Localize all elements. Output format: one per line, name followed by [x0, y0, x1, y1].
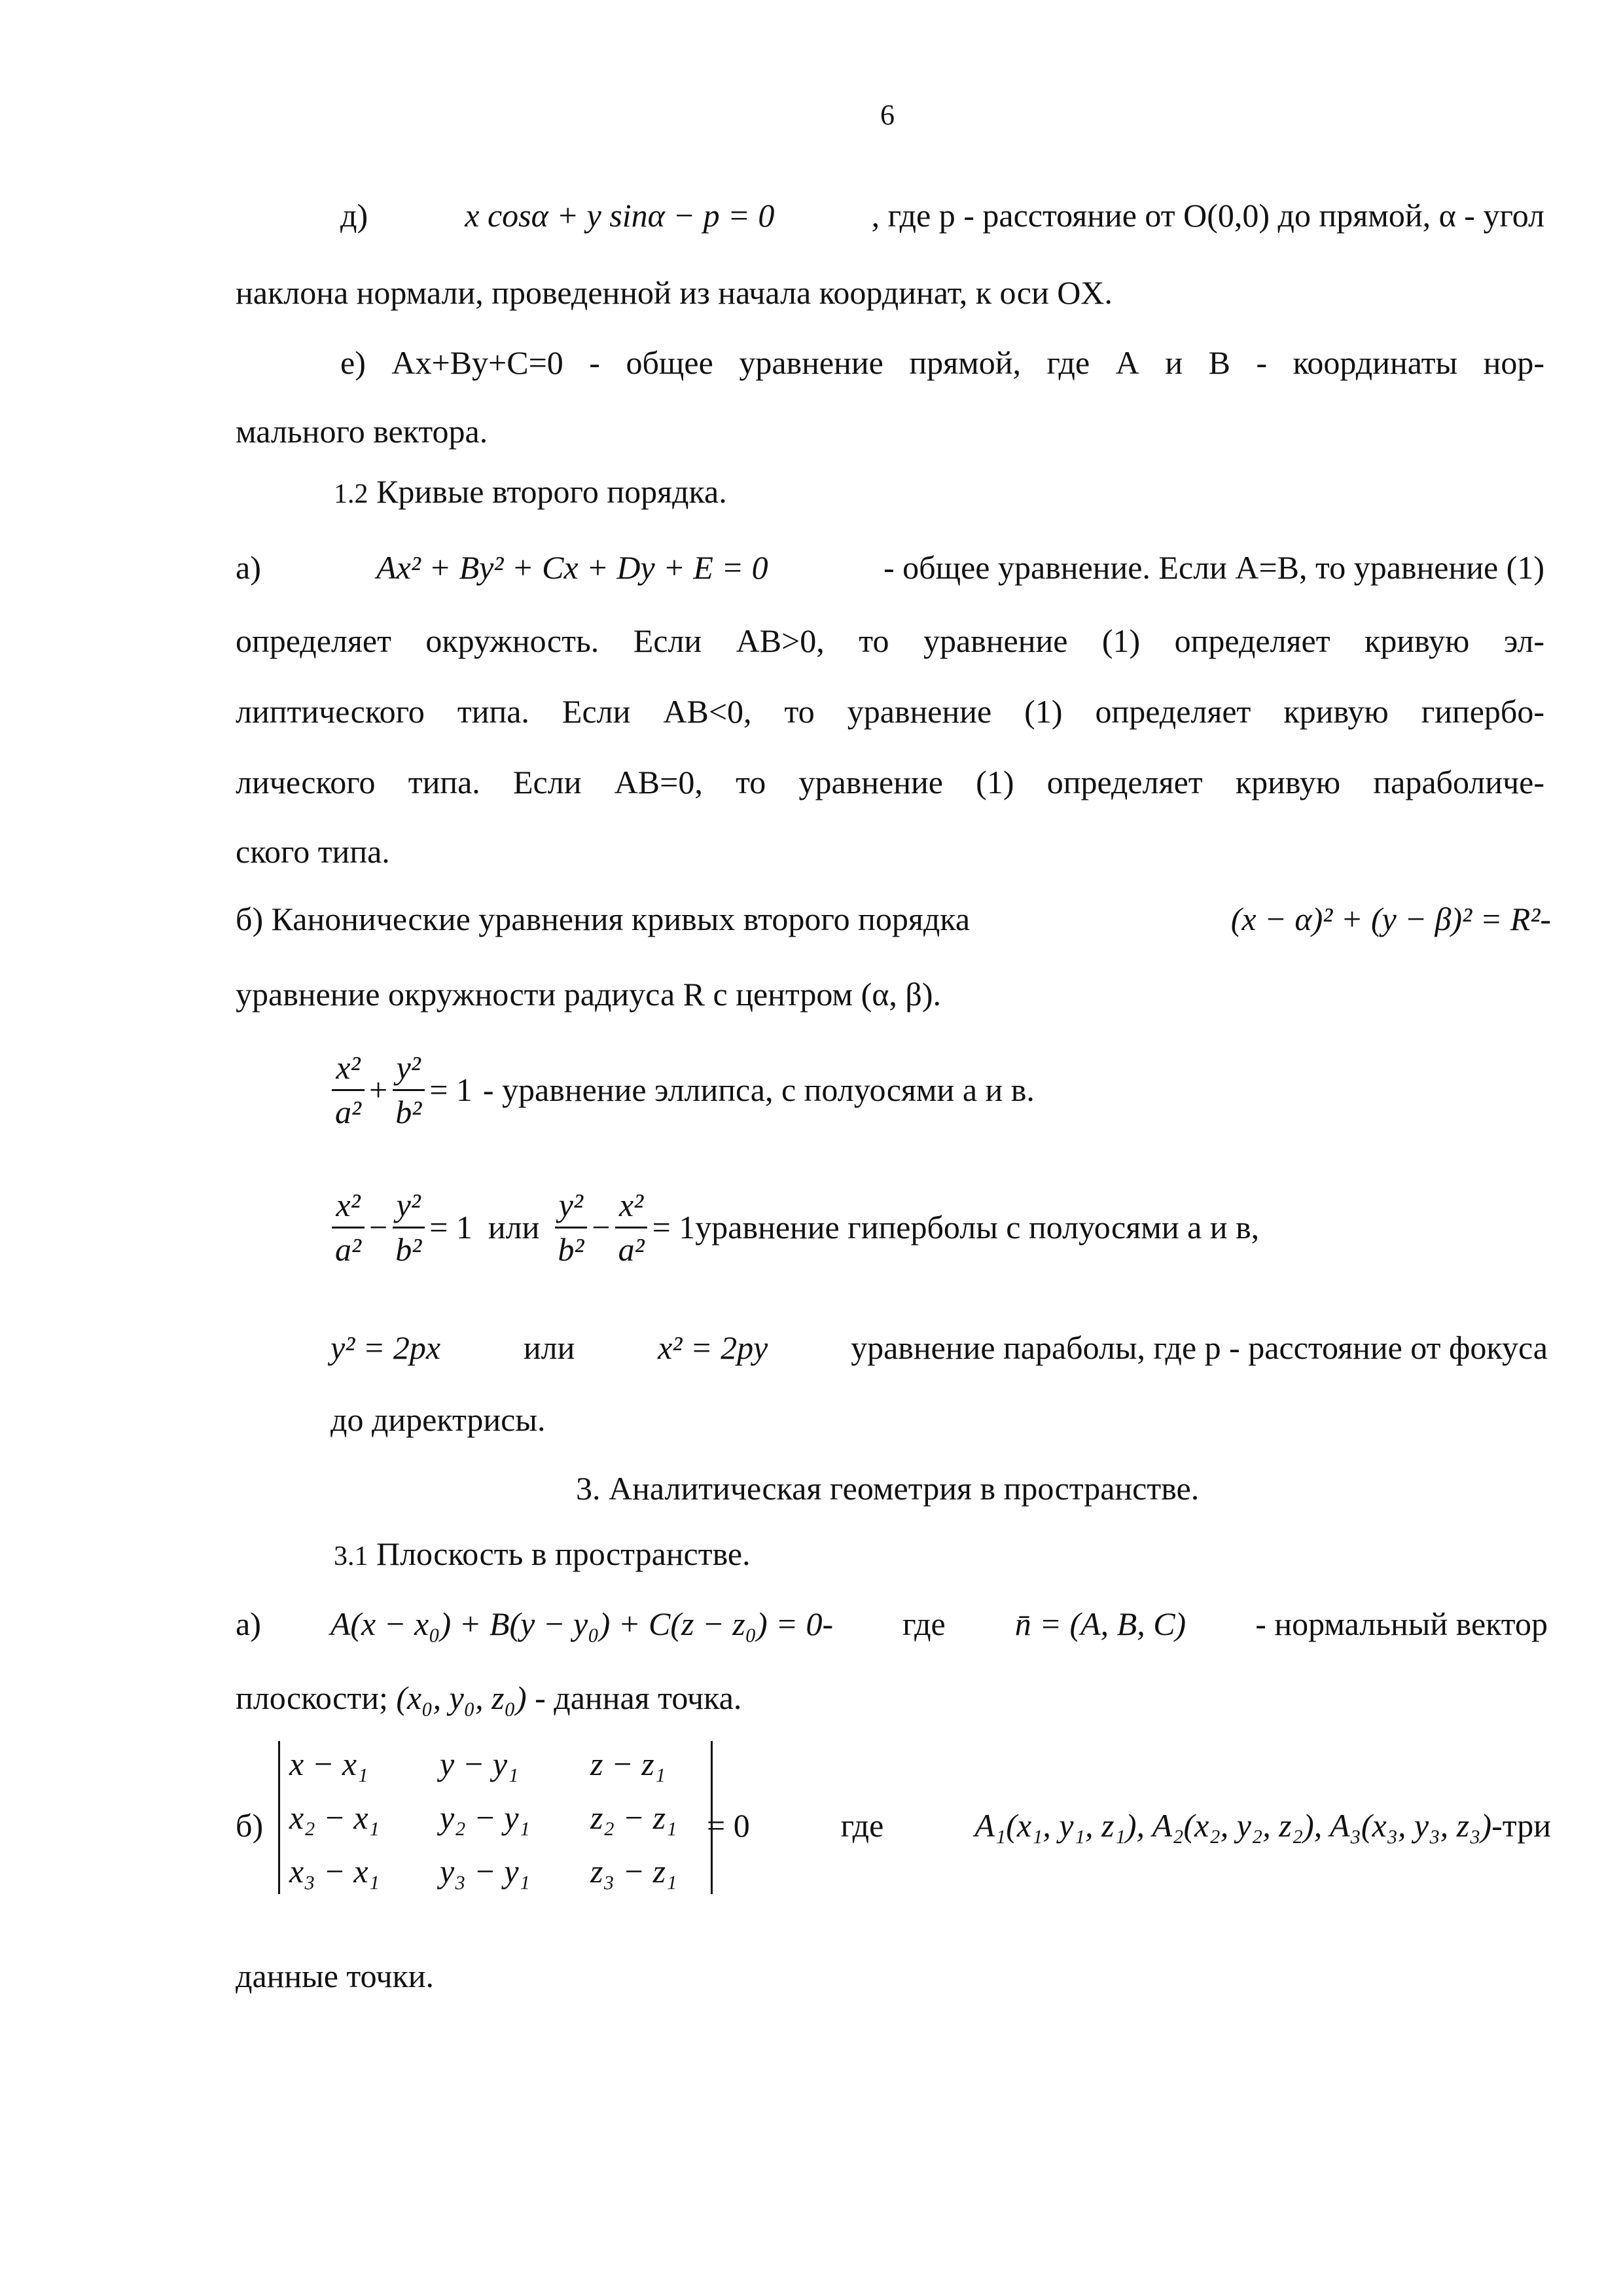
- marker-plane-b: б): [236, 1807, 264, 1844]
- hyperbola-or: или: [488, 1209, 540, 1246]
- det-cell: y − y₁: [440, 1746, 519, 1782]
- hyperbola-frac-2a: $\frac{\text{y²}}{\text{b²}}$: [554, 1188, 588, 1266]
- det-where: где: [840, 1807, 884, 1844]
- det-cell: x − x₁: [289, 1746, 368, 1782]
- det-continuation: данные точки.: [236, 1958, 435, 1994]
- line-a-2: определяет окружность. Если АВ>0, то уравнение (1) определяет кривую эл-: [236, 622, 1544, 659]
- section-1-2-title: Кривые второго порядка.: [376, 473, 727, 510]
- section-3-1-number: 3.1: [334, 1541, 368, 1571]
- det-cell: x₃ − x₁: [289, 1853, 380, 1890]
- plane-equation: A(x − x₀) + B(y − y₀) + C(z − z₀) = 0: [330, 1605, 823, 1642]
- line-d: [340, 196, 1544, 234]
- parabola-eq-2: x² = 2py: [658, 1329, 768, 1366]
- hyperbola-eq-1: = 1: [429, 1209, 473, 1246]
- section-1-2-heading: [334, 473, 727, 511]
- marker-plane-a: а): [236, 1605, 261, 1642]
- normal-vector: n̄ = (A, B, C): [1014, 1605, 1186, 1642]
- line-e-1: е) Ax+By+C=0 - общее уравнение прямой, где А и В - координаты нор-: [340, 344, 1544, 381]
- ellipse-plus: +: [369, 1071, 388, 1108]
- hyperbola-frac-1b: $\frac{\text{y²}}{\text{b²}}$: [391, 1188, 425, 1266]
- ellipse-text: - уравнение эллипса, с полуосями а и в.: [482, 1071, 1035, 1108]
- line-a-4: лического типа. Если АВ=0, то уравнение (1) определяет кривую параболиче-: [236, 764, 1544, 800]
- three-points-tail: -три: [1491, 1807, 1551, 1844]
- line-a-3: липтического типа. Если АВ<0, то уравнение (1) определяет кривую гипербо-: [236, 693, 1544, 730]
- section-3-1-title: Плоскость в пространстве.: [376, 1535, 751, 1572]
- parabola-text: уравнение параболы, где р - расстояние от фокуса: [851, 1329, 1548, 1366]
- marker-a: а): [236, 549, 261, 586]
- hyperbola-minus-2: −: [592, 1209, 611, 1246]
- section-3-1-heading: [334, 1535, 751, 1573]
- determinant-matrix: [278, 1741, 713, 1894]
- plane-where: где: [902, 1605, 946, 1642]
- line-d-continuation: наклона нормали, проведенной из начала координат, к оси OX.: [236, 274, 1113, 311]
- parabola-line: [330, 1329, 1548, 1367]
- line-b-2: уравнение окружности радиуса R с центром (α, β).: [236, 976, 942, 1013]
- circle-equation: (x − α)² + (y − β)² = R²: [1230, 901, 1541, 937]
- normal-form-equation: x cosα + y sinα − p = 0: [465, 197, 775, 234]
- det-cell: y₃ − y₁: [440, 1853, 530, 1890]
- plane-dash: -: [822, 1605, 834, 1642]
- plane-point: (x₀, y₀, z₀): [396, 1679, 527, 1716]
- det-cell: z₃ − z₁: [590, 1853, 677, 1890]
- det-line: [707, 1806, 1551, 1844]
- marker-d: д): [340, 197, 368, 234]
- line-a-5: ского типа.: [236, 833, 390, 870]
- parabola-or: или: [523, 1329, 575, 1366]
- determinant: [278, 1741, 713, 1894]
- ellipse-line: [327, 1050, 1035, 1129]
- hyperbola-line: [327, 1188, 1259, 1266]
- three-points: A₁(x₁, y₁, z₁), A₂(x₂, y₂, z₂), A₃(x₃, y₃, z₃): [974, 1807, 1492, 1844]
- line-e-2: мального вектора.: [236, 413, 488, 450]
- det-cell: z₂ − z₁: [590, 1799, 677, 1836]
- line-b-1: [236, 900, 1551, 938]
- hyperbola-minus-1: −: [369, 1209, 388, 1246]
- page-number: 6: [880, 99, 895, 131]
- det-cell: z − z₁: [590, 1746, 666, 1782]
- line-a-1: [236, 548, 1544, 586]
- det-cell: y₂ − y₁: [440, 1799, 530, 1836]
- line-b-text: б) Канонические уравнения кривых второго порядка: [236, 901, 971, 937]
- plane-line-2: [236, 1679, 741, 1717]
- section-1-2-number: 1.2: [334, 479, 368, 509]
- parabola-eq-1: y² = 2px: [330, 1329, 441, 1366]
- general-conic-equation: Ax² + By² + Cx + Dy + E = 0: [376, 549, 768, 586]
- ellipse-eq: = 1: [429, 1071, 473, 1108]
- hyperbola-frac-2b: $\frac{\text{x²}}{\text{a²}}$: [615, 1188, 649, 1266]
- det-cell: x₂ − x₁: [289, 1799, 380, 1836]
- line-a-text: - общее уравнение. Если А=В, то уравнение (1): [883, 549, 1544, 586]
- ellipse-frac-x: $\frac{\text{x²}}{\text{a²}}$: [331, 1050, 365, 1129]
- ellipse-frac-y: $\frac{\text{y²}}{\text{b²}}$: [391, 1050, 425, 1129]
- plane-line-2-text: плоскости;: [236, 1679, 388, 1716]
- plane-line-1: [236, 1605, 1548, 1643]
- circle-dash: -: [1540, 901, 1551, 937]
- hyperbola-eq-2: = 1: [652, 1209, 696, 1246]
- plane-text: - нормальный вектор: [1255, 1605, 1548, 1642]
- section-3-heading: 3. Аналитическая геометрия в пространстве.: [576, 1470, 1200, 1507]
- hyperbola-text: уравнение гиперболы с полуосями а и в,: [695, 1209, 1260, 1246]
- hyperbola-frac-1a: $\frac{\text{x²}}{\text{a²}}$: [331, 1188, 365, 1266]
- plane-line-2-tail: - данная точка.: [535, 1679, 742, 1716]
- parabola-continuation: до директрисы.: [330, 1401, 546, 1438]
- det-equals: = 0: [707, 1807, 750, 1844]
- line-d-text: , где р - расстояние от O(0,0) до прямой, α - угол: [871, 197, 1544, 234]
